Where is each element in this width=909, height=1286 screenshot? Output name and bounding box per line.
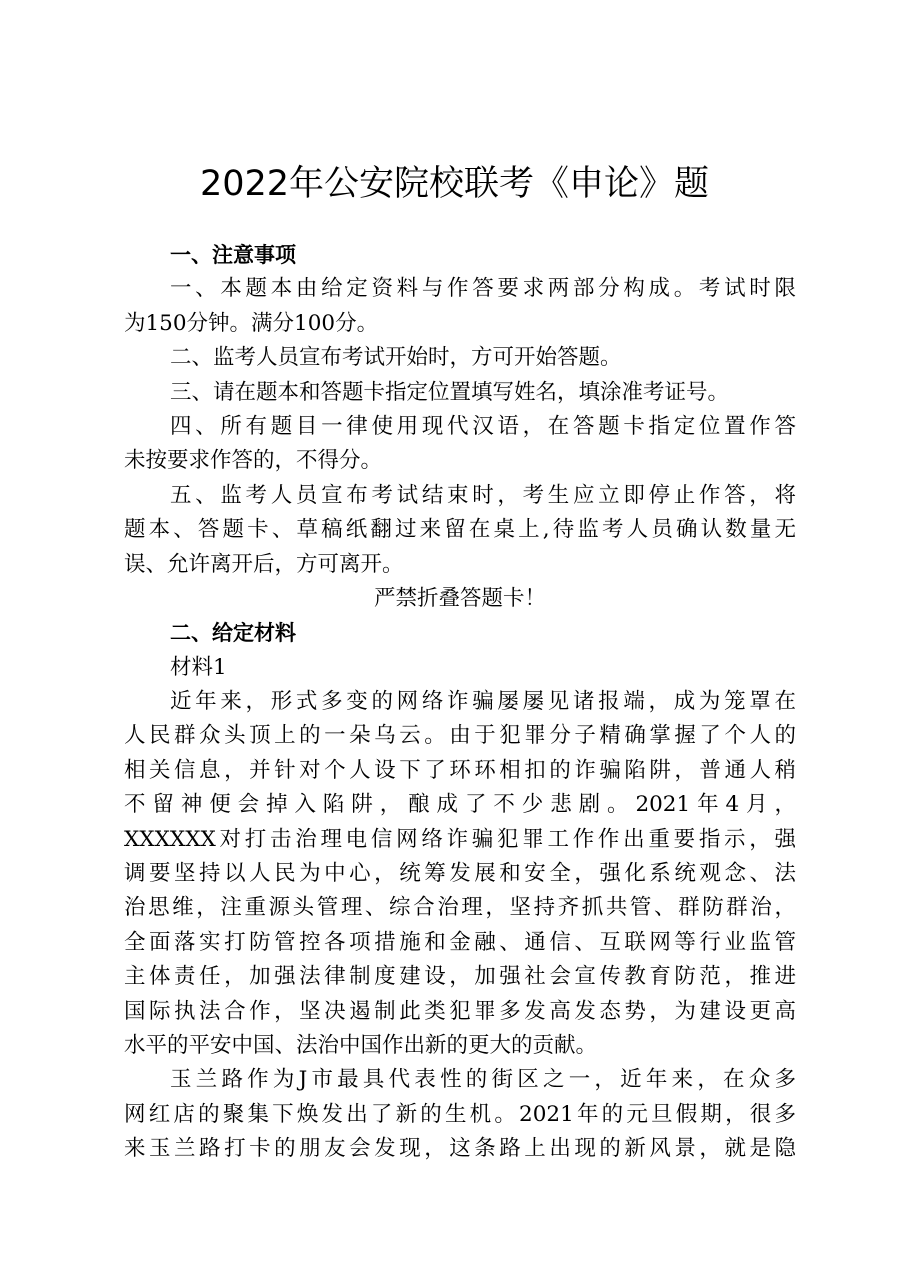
material-1-para-1-line: 人民群众头顶上的一朵乌云。由于犯罪分子精确掌握了个人的 (124, 723, 796, 749)
material-1-para-1-line: 治思维，注重源头管理、综合治理，坚持齐抓共管、群防群治， (124, 895, 796, 921)
material-1-para-1-line: 主体责任，加强法律制度建设，加强社会宣传教育防范，推进 (124, 964, 796, 990)
material-1-para-1-line: XXXXXX对打击治理电信网络诈骗犯罪工作作出重要指示，强 (124, 826, 796, 852)
notice-item-1-line-1: 一、本题本由给定资料与作答要求两部分构成。考试时限 (170, 276, 796, 302)
material-1-para-2-line: 玉兰路作为J市最具代表性的街区之一，近年来，在众多 (170, 1067, 796, 1093)
material-1-para-2-line: 来玉兰路打卡的朋友会发现，这条路上出现的新风景，就是隐 (124, 1136, 796, 1162)
warning-text: 严禁折叠答题卡！ (373, 585, 546, 611)
notice-item-3-line-1: 三、请在题本和答题卡指定位置填写姓名，填涂准考证号。 (170, 379, 730, 405)
material-1-para-1-line: 相关信息，并针对个人设下了环环相扣的诈骗陷阱，普通人稍 (124, 757, 796, 783)
material-1-para-1-line: 水平的平安中国、法治中国作出新的更大的贡献。 (124, 1032, 598, 1058)
material-1-para-2-line: 网红店的聚集下焕发出了新的生机。2021年的元旦假期，很多 (124, 1101, 796, 1127)
notice-item-5-line-1: 五、监考人员宣布考试结束时，考生应立即停止作答，将 (170, 482, 796, 508)
material-label: 材料1 (170, 654, 227, 680)
material-1-para-1-line: 国际执法合作，坚决遏制此类犯罪多发高发态势，为建设更高 (124, 998, 796, 1024)
notice-item-1-line-2: 为150分钟。满分100分。 (124, 310, 379, 336)
material-1-para-1-line: 近年来，形式多变的网络诈骗屡屡见诸报端，成为笼罩在 (170, 689, 796, 715)
section-heading-materials: 二、给定材料 (170, 621, 296, 646)
section-heading-notice: 一、注意事项 (170, 243, 296, 267)
material-1-para-1-line: 调要坚持以人民为中心，统筹发展和安全，强化系统观念、法 (124, 861, 796, 887)
material-1-para-1-line: 不留神便会掉入陷阱，酿成了不少悲剧。2021年4月， (124, 792, 796, 818)
notice-item-5-line-2: 题本、答题卡、草稿纸翻过来留在桌上,待监考人员确认数量无 (124, 517, 796, 543)
notice-item-5-line-3: 误、允许离开后，方可离开。 (124, 551, 404, 577)
notice-item-4-line-2: 未按要求作答的，不得分。 (124, 448, 383, 474)
notice-item-4-line-1: 四、所有题目一律使用现代汉语，在答题卡指定位置作答 (170, 413, 796, 439)
document-body (124, 238, 796, 1167)
notice-item-2-line-1: 二、监考人员宣布考试开始时，方可开始答题。 (170, 345, 622, 371)
material-1-para-1-line: 全面落实打防管控各项措施和金融、通信、互联网等行业监管 (124, 929, 796, 955)
document-title: 2022年公安院校联考《申论》题 (199, 164, 710, 204)
